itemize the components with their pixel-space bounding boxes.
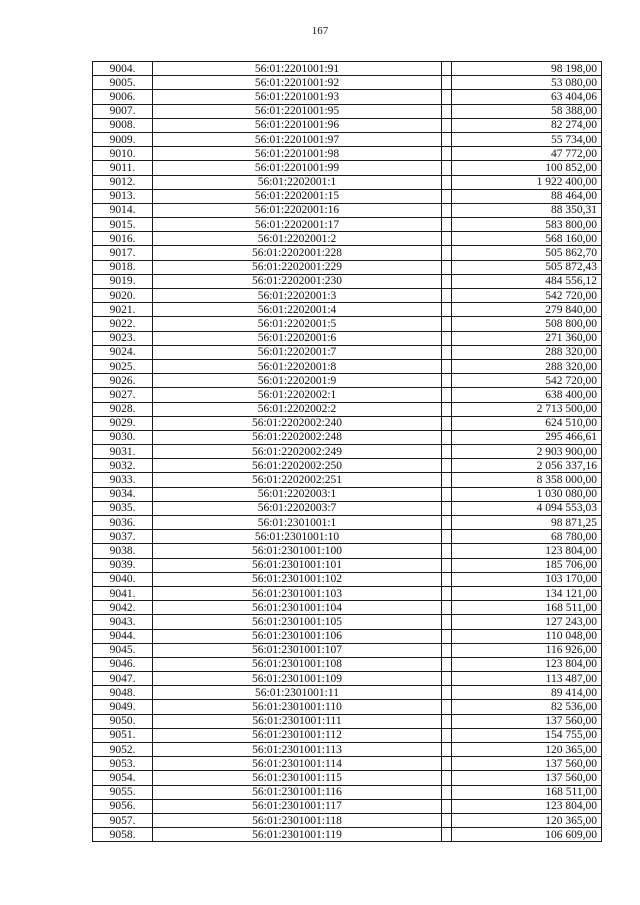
row-number-cell: 9033. xyxy=(93,473,153,487)
column-gap xyxy=(442,218,452,232)
cadastral-value-cell: 185 706,00 xyxy=(452,558,602,572)
column-gap xyxy=(442,516,452,530)
row-number-cell: 9007. xyxy=(93,104,153,118)
row-number-cell: 9030. xyxy=(93,430,153,444)
table-row xyxy=(93,430,602,444)
cadastral-number-cell: 56:01:2202001:228 xyxy=(153,246,442,260)
row-number-cell: 9039. xyxy=(93,558,153,572)
row-number-cell: 9044. xyxy=(93,629,153,643)
cadastral-number-cell: 56:01:2202002:248 xyxy=(153,430,442,444)
table-row xyxy=(93,203,602,217)
cadastral-number-cell: 56:01:2301001:1 xyxy=(153,516,442,530)
row-number-cell: 9026. xyxy=(93,374,153,388)
row-number-cell: 9013. xyxy=(93,189,153,203)
cadastral-value-cell: 123 804,00 xyxy=(452,657,602,671)
row-number-cell: 9023. xyxy=(93,331,153,345)
table-row xyxy=(93,118,602,132)
table-row xyxy=(93,62,602,76)
column-gap xyxy=(442,813,452,827)
cadastral-number-cell: 56:01:2301001:118 xyxy=(153,813,442,827)
cadastral-number-cell: 56:01:2202001:230 xyxy=(153,274,442,288)
cadastral-number-cell: 56:01:2202002:2 xyxy=(153,402,442,416)
page-number: 167 xyxy=(311,25,329,37)
table-row xyxy=(93,799,602,813)
cadastral-number-cell: 56:01:2201001:93 xyxy=(153,90,442,104)
row-number-cell: 9057. xyxy=(93,813,153,827)
row-number-cell: 9015. xyxy=(93,218,153,232)
column-gap xyxy=(442,487,452,501)
row-number-cell: 9009. xyxy=(93,132,153,146)
row-number-cell: 9041. xyxy=(93,586,153,600)
table-row xyxy=(93,218,602,232)
column-gap xyxy=(442,544,452,558)
cadastral-value-cell: 98 198,00 xyxy=(452,62,602,76)
row-number-cell: 9048. xyxy=(93,686,153,700)
cadastral-number-cell: 56:01:2202002:251 xyxy=(153,473,442,487)
row-number-cell: 9036. xyxy=(93,516,153,530)
cadastral-number-cell: 56:01:2202001:8 xyxy=(153,359,442,373)
column-gap xyxy=(442,203,452,217)
cadastral-value-cell: 88 464,00 xyxy=(452,189,602,203)
table-row xyxy=(93,331,602,345)
column-gap xyxy=(442,132,452,146)
column-gap xyxy=(442,728,452,742)
row-number-cell: 9050. xyxy=(93,714,153,728)
cadastral-value-cell: 168 511,00 xyxy=(452,785,602,799)
cadastral-value-cell: 137 560,00 xyxy=(452,714,602,728)
cadastral-number-cell: 56:01:2301001:11 xyxy=(153,686,442,700)
cadastral-value-cell: 154 755,00 xyxy=(452,728,602,742)
cadastral-number-cell: 56:01:2201001:92 xyxy=(153,76,442,90)
cadastral-value-cell: 2 056 337,16 xyxy=(452,459,602,473)
cadastral-value-cell: 120 365,00 xyxy=(452,813,602,827)
cadastral-value-cell: 120 365,00 xyxy=(452,743,602,757)
row-number-cell: 9004. xyxy=(93,62,153,76)
cadastral-number-cell: 56:01:2201001:97 xyxy=(153,132,442,146)
table-row xyxy=(93,558,602,572)
row-number-cell: 9024. xyxy=(93,345,153,359)
table-row xyxy=(93,402,602,416)
cadastral-value-cell: 55 734,00 xyxy=(452,132,602,146)
column-gap xyxy=(442,459,452,473)
table-row xyxy=(93,828,602,842)
table-row xyxy=(93,274,602,288)
cadastral-number-cell: 56:01:2301001:100 xyxy=(153,544,442,558)
cadastral-value-cell: 279 840,00 xyxy=(452,303,602,317)
column-gap xyxy=(442,743,452,757)
table-row xyxy=(93,757,602,771)
cadastral-value-cell: 1 922 400,00 xyxy=(452,175,602,189)
row-number-cell: 9021. xyxy=(93,303,153,317)
table-row xyxy=(93,544,602,558)
cadastral-number-cell: 56:01:2202002:240 xyxy=(153,416,442,430)
cadastral-value-cell: 134 121,00 xyxy=(452,586,602,600)
cadastral-value-cell: 127 243,00 xyxy=(452,615,602,629)
column-gap xyxy=(442,175,452,189)
cadastral-number-cell: 56:01:2202001:5 xyxy=(153,317,442,331)
cadastral-value-cell: 638 400,00 xyxy=(452,388,602,402)
cadastral-value-cell: 168 511,00 xyxy=(452,601,602,615)
cadastral-value-cell: 295 466,61 xyxy=(452,430,602,444)
cadastral-number-cell: 56:01:2301001:108 xyxy=(153,657,442,671)
table-row xyxy=(93,771,602,785)
cadastral-number-cell: 56:01:2301001:119 xyxy=(153,828,442,842)
row-number-cell: 9018. xyxy=(93,260,153,274)
cadastral-value-cell: 53 080,00 xyxy=(452,76,602,90)
cadastral-value-cell: 100 852,00 xyxy=(452,161,602,175)
table-row xyxy=(93,601,602,615)
cadastral-value-cell: 68 780,00 xyxy=(452,530,602,544)
table-row xyxy=(93,672,602,686)
table-row xyxy=(93,743,602,757)
column-gap xyxy=(442,189,452,203)
table-row xyxy=(93,260,602,274)
cadastral-number-cell: 56:01:2301001:104 xyxy=(153,601,442,615)
row-number-cell: 9020. xyxy=(93,289,153,303)
table-row xyxy=(93,657,602,671)
table-row xyxy=(93,161,602,175)
row-number-cell: 9052. xyxy=(93,743,153,757)
cadastral-value-cell: 8 358 000,00 xyxy=(452,473,602,487)
column-gap xyxy=(442,345,452,359)
cadastral-number-cell: 56:01:2301001:117 xyxy=(153,799,442,813)
cadastral-number-cell: 56:01:2301001:102 xyxy=(153,572,442,586)
table-row xyxy=(93,76,602,90)
row-number-cell: 9045. xyxy=(93,643,153,657)
column-gap xyxy=(442,402,452,416)
table-row xyxy=(93,728,602,742)
cadastral-number-cell: 56:01:2202003:1 xyxy=(153,487,442,501)
column-gap xyxy=(442,473,452,487)
table-row xyxy=(93,147,602,161)
column-gap xyxy=(442,657,452,671)
cadastral-value-cell: 508 800,00 xyxy=(452,317,602,331)
table-row xyxy=(93,629,602,643)
column-gap xyxy=(442,104,452,118)
column-gap xyxy=(442,62,452,76)
column-gap xyxy=(442,629,452,643)
row-number-cell: 9042. xyxy=(93,601,153,615)
cadastral-number-cell: 56:01:2202001:6 xyxy=(153,331,442,345)
cadastral-value-cell: 624 510,00 xyxy=(452,416,602,430)
cadastral-number-cell: 56:01:2301001:106 xyxy=(153,629,442,643)
cadastral-number-cell: 56:01:2201001:98 xyxy=(153,147,442,161)
cadastral-number-cell: 56:01:2202001:15 xyxy=(153,189,442,203)
column-gap xyxy=(442,289,452,303)
column-gap xyxy=(442,771,452,785)
row-number-cell: 9038. xyxy=(93,544,153,558)
table-row xyxy=(93,289,602,303)
table-row xyxy=(93,785,602,799)
cadastral-value-cell: 568 160,00 xyxy=(452,232,602,246)
cadastral-value-cell: 88 350,31 xyxy=(452,203,602,217)
column-gap xyxy=(442,799,452,813)
cadastral-number-cell: 56:01:2201001:99 xyxy=(153,161,442,175)
table-row xyxy=(93,374,602,388)
cadastral-value-cell: 113 487,00 xyxy=(452,672,602,686)
cadastral-value-cell: 123 804,00 xyxy=(452,799,602,813)
column-gap xyxy=(442,601,452,615)
table-row xyxy=(93,473,602,487)
column-gap xyxy=(442,232,452,246)
table-row xyxy=(93,104,602,118)
table-row xyxy=(93,643,602,657)
table-row xyxy=(93,572,602,586)
table-row xyxy=(93,359,602,373)
column-gap xyxy=(442,147,452,161)
cadastral-number-cell: 56:01:2301001:10 xyxy=(153,530,442,544)
column-gap xyxy=(442,416,452,430)
column-gap xyxy=(442,76,452,90)
row-number-cell: 9028. xyxy=(93,402,153,416)
cadastral-value-cell: 103 170,00 xyxy=(452,572,602,586)
row-number-cell: 9012. xyxy=(93,175,153,189)
column-gap xyxy=(442,686,452,700)
table-row xyxy=(93,459,602,473)
column-gap xyxy=(442,260,452,274)
table-row xyxy=(93,516,602,530)
cadastral-number-cell: 56:01:2201001:96 xyxy=(153,118,442,132)
cadastral-value-cell: 137 560,00 xyxy=(452,757,602,771)
column-gap xyxy=(442,757,452,771)
cadastral-number-cell: 56:01:2301001:115 xyxy=(153,771,442,785)
cadastral-value-cell: 583 800,00 xyxy=(452,218,602,232)
cadastral-value-cell: 484 556,12 xyxy=(452,274,602,288)
cadastral-number-cell: 56:01:2301001:105 xyxy=(153,615,442,629)
cadastral-number-cell: 56:01:2202001:16 xyxy=(153,203,442,217)
cadastral-number-cell: 56:01:2301001:101 xyxy=(153,558,442,572)
column-gap xyxy=(442,161,452,175)
row-number-cell: 9005. xyxy=(93,76,153,90)
cadastral-number-cell: 56:01:2202002:250 xyxy=(153,459,442,473)
row-number-cell: 9047. xyxy=(93,672,153,686)
cadastral-value-cell: 82 274,00 xyxy=(452,118,602,132)
row-number-cell: 9035. xyxy=(93,501,153,515)
table-row xyxy=(93,615,602,629)
column-gap xyxy=(442,586,452,600)
row-number-cell: 9056. xyxy=(93,799,153,813)
row-number-cell: 9019. xyxy=(93,274,153,288)
column-gap xyxy=(442,359,452,373)
row-number-cell: 9006. xyxy=(93,90,153,104)
table-row xyxy=(93,317,602,331)
column-gap xyxy=(442,558,452,572)
cadastral-value-cell: 82 536,00 xyxy=(452,700,602,714)
table-row xyxy=(93,246,602,260)
cadastral-value-cell: 137 560,00 xyxy=(452,771,602,785)
cadastral-number-cell: 56:01:2202002:249 xyxy=(153,445,442,459)
row-number-cell: 9025. xyxy=(93,359,153,373)
cadastral-number-cell: 56:01:2301001:112 xyxy=(153,728,442,742)
column-gap xyxy=(442,303,452,317)
row-number-cell: 9049. xyxy=(93,700,153,714)
column-gap xyxy=(442,388,452,402)
row-number-cell: 9054. xyxy=(93,771,153,785)
cadastral-number-cell: 56:01:2301001:111 xyxy=(153,714,442,728)
column-gap xyxy=(442,615,452,629)
table-row xyxy=(93,714,602,728)
cadastral-value-cell: 271 360,00 xyxy=(452,331,602,345)
column-gap xyxy=(442,530,452,544)
column-gap xyxy=(442,828,452,842)
table-row xyxy=(93,175,602,189)
table-row xyxy=(93,388,602,402)
row-number-cell: 9040. xyxy=(93,572,153,586)
row-number-cell: 9014. xyxy=(93,203,153,217)
table-row xyxy=(93,700,602,714)
row-number-cell: 9058. xyxy=(93,828,153,842)
column-gap xyxy=(442,714,452,728)
cadastral-value-cell: 2 713 500,00 xyxy=(452,402,602,416)
cadastral-number-cell: 56:01:2202001:4 xyxy=(153,303,442,317)
cadastral-value-cell: 2 903 900,00 xyxy=(452,445,602,459)
cadastral-number-cell: 56:01:2301001:107 xyxy=(153,643,442,657)
row-number-cell: 9031. xyxy=(93,445,153,459)
column-gap xyxy=(442,572,452,586)
column-gap xyxy=(442,445,452,459)
row-number-cell: 9043. xyxy=(93,615,153,629)
cadastral-number-cell: 56:01:2202001:17 xyxy=(153,218,442,232)
cadastral-number-cell: 56:01:2202001:229 xyxy=(153,260,442,274)
row-number-cell: 9032. xyxy=(93,459,153,473)
table-row xyxy=(93,686,602,700)
row-number-cell: 9053. xyxy=(93,757,153,771)
cadastral-value-cell: 116 926,00 xyxy=(452,643,602,657)
column-gap xyxy=(442,643,452,657)
table-row xyxy=(93,345,602,359)
row-number-cell: 9034. xyxy=(93,487,153,501)
row-number-cell: 9008. xyxy=(93,118,153,132)
cadastral-value-table xyxy=(92,61,602,842)
column-gap xyxy=(442,430,452,444)
row-number-cell: 9046. xyxy=(93,657,153,671)
column-gap xyxy=(442,785,452,799)
cadastral-value-cell: 47 772,00 xyxy=(452,147,602,161)
cadastral-number-cell: 56:01:2202001:7 xyxy=(153,345,442,359)
table-row xyxy=(93,445,602,459)
row-number-cell: 9010. xyxy=(93,147,153,161)
row-number-cell: 9017. xyxy=(93,246,153,260)
column-gap xyxy=(442,317,452,331)
column-gap xyxy=(442,274,452,288)
row-number-cell: 9016. xyxy=(93,232,153,246)
cadastral-value-cell: 288 320,00 xyxy=(452,345,602,359)
row-number-cell: 9051. xyxy=(93,728,153,742)
table-row xyxy=(93,487,602,501)
table-row xyxy=(93,813,602,827)
cadastral-value-cell: 542 720,00 xyxy=(452,374,602,388)
cadastral-value-cell: 89 414,00 xyxy=(452,686,602,700)
cadastral-number-cell: 56:01:2202001:3 xyxy=(153,289,442,303)
cadastral-number-cell: 56:01:2202001:9 xyxy=(153,374,442,388)
cadastral-number-cell: 56:01:2301001:110 xyxy=(153,700,442,714)
table-row xyxy=(93,303,602,317)
table-row xyxy=(93,586,602,600)
cadastral-number-cell: 56:01:2201001:95 xyxy=(153,104,442,118)
row-number-cell: 9027. xyxy=(93,388,153,402)
row-number-cell: 9055. xyxy=(93,785,153,799)
table-row xyxy=(93,189,602,203)
cadastral-value-cell: 505 862,70 xyxy=(452,246,602,260)
table-row xyxy=(93,90,602,104)
table-row xyxy=(93,530,602,544)
table-row xyxy=(93,416,602,430)
cadastral-value-cell: 123 804,00 xyxy=(452,544,602,558)
row-number-cell: 9011. xyxy=(93,161,153,175)
column-gap xyxy=(442,501,452,515)
cadastral-number-cell: 56:01:2201001:91 xyxy=(153,62,442,76)
cadastral-number-cell: 56:01:2202001:1 xyxy=(153,175,442,189)
row-number-cell: 9029. xyxy=(93,416,153,430)
table-body xyxy=(93,62,602,842)
cadastral-value-cell: 106 609,00 xyxy=(452,828,602,842)
row-number-cell: 9037. xyxy=(93,530,153,544)
column-gap xyxy=(442,331,452,345)
cadastral-value-cell: 1 030 080,00 xyxy=(452,487,602,501)
cadastral-number-cell: 56:01:2202001:2 xyxy=(153,232,442,246)
table-row xyxy=(93,132,602,146)
table-row xyxy=(93,501,602,515)
cadastral-value-cell: 505 872,43 xyxy=(452,260,602,274)
cadastral-value-cell: 63 404,06 xyxy=(452,90,602,104)
cadastral-number-cell: 56:01:2301001:103 xyxy=(153,586,442,600)
cadastral-value-cell: 98 871,25 xyxy=(452,516,602,530)
cadastral-value-cell: 4 094 553,03 xyxy=(452,501,602,515)
column-gap xyxy=(442,374,452,388)
column-gap xyxy=(442,672,452,686)
cadastral-value-cell: 288 320,00 xyxy=(452,359,602,373)
column-gap xyxy=(442,90,452,104)
column-gap xyxy=(442,118,452,132)
cadastral-value-cell: 58 388,00 xyxy=(452,104,602,118)
cadastral-number-cell: 56:01:2202002:1 xyxy=(153,388,442,402)
column-gap xyxy=(442,246,452,260)
row-number-cell: 9022. xyxy=(93,317,153,331)
column-gap xyxy=(442,700,452,714)
cadastral-number-cell: 56:01:2301001:114 xyxy=(153,757,442,771)
cadastral-value-cell: 110 048,00 xyxy=(452,629,602,643)
cadastral-number-cell: 56:01:2301001:109 xyxy=(153,672,442,686)
cadastral-value-cell: 542 720,00 xyxy=(452,289,602,303)
cadastral-number-cell: 56:01:2301001:113 xyxy=(153,743,442,757)
cadastral-number-cell: 56:01:2202003:7 xyxy=(153,501,442,515)
table-row xyxy=(93,232,602,246)
cadastral-number-cell: 56:01:2301001:116 xyxy=(153,785,442,799)
